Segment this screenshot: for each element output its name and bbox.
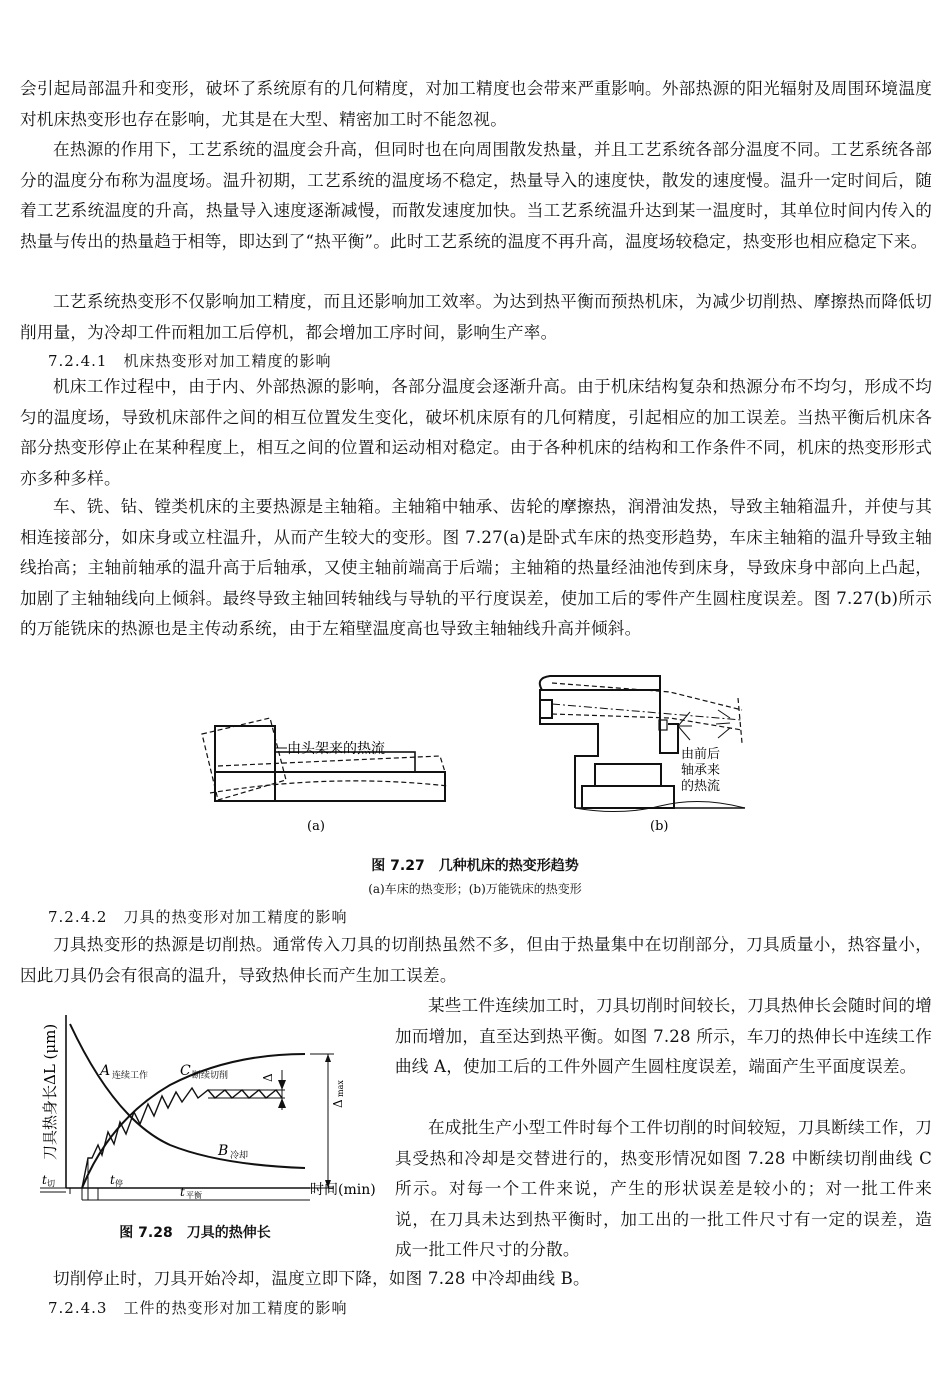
paragraph-4: 机床工作过程中，由于内、外部热源的影响，各部分温度会逐渐升高。由于机床结构复杂和热源分布不均匀，形成不均匀的温度场，导致机床部件之间的相互位置发生变化，破坏机床原有的几何精度，引起相应的加工误差。当热平衡后机床各部分热变形停止在某种程度上，相互之间的位置和运动相对稳定。由于各种机床的结构和工作条件不同，机床的热变形形式亦多种多样。 (20, 377, 932, 488)
section-heading-7-2-4-2: 7.2.4.2 刀具的热变形对加工精度的影响 (48, 908, 348, 926)
mill-heat-flow-label-1: 由前后 (681, 747, 721, 762)
paragraph-9: 切削停止时，刀具开始冷却，温度立即下降，如图 7.28 中冷却曲线 B。 (53, 1269, 590, 1288)
delta-label: Δ (261, 1073, 275, 1082)
curve-b-label: B (218, 1143, 229, 1159)
t-pingheng-label: t (180, 1185, 185, 1199)
lathe-deformed-outline (202, 718, 448, 800)
figure-7-27-caption: 图 7.27 几种机床的热变形趋势 (371, 858, 579, 874)
mill-heat-flow-label-2: 轴承来 (681, 763, 721, 778)
paragraph-7: 某些工件连续加工时，刀具切削时间较长，刀具热伸长会随时间的增加而增加，直至达到热平衡。如图 7.28 所示，车刀的热伸长中连续工作曲线 A，使加工后的工件外圆产生圆柱度误差，端面产生平面度误差。 (395, 996, 932, 1076)
lathe-bed (215, 772, 445, 801)
figure-7-28-caption: 图 7.28 刀具的热伸长 (119, 1225, 271, 1241)
lathe-diagram (202, 718, 448, 801)
paragraph-2: 在热源的作用下，工艺系统的温度会升高，但同时也在向周围散发热量，并且工艺系统各部分温度不同。工艺系统各部分的温度分布称为温度场。温升初期，工艺系统的温度场不稳定，热量导入的速度快，散发的速度慢。温升一定时间后，随着工艺系统温度的升高，热量导入速度逐渐减慢，而散发速度加快。当工艺系统温升达到某一温度时，其单位时间内传入的热量与传出的热量趋于相等，即达到了“热平衡”。此时工艺系统的温度不再升高，温度场较稳定，热变形也相应稳定下来。 (20, 140, 932, 251)
figure-7-28 (20, 1010, 390, 1215)
t-ting-label: t (110, 1173, 115, 1187)
curve-c-label: C (180, 1063, 191, 1079)
lathe-heat-flow-label: 由头架来的热流 (287, 741, 385, 757)
figure-7-27-subcaption: (a)车床的热变形；(b)万能铣床的热变形 (368, 882, 582, 896)
section-heading-7-2-4-1: 7.2.4.1 机床热变形对加工精度的影响 (48, 352, 332, 370)
t-qie-label: t (42, 1173, 47, 1187)
paragraph-1: 会引起局部温升和变形，破坏了系统原有的几何精度，对加工精度也会带来严重影响。外部热源的阳光辐射及周围环境温度对机床热变形也存在影响，尤其是在大型、精密加工时不能忽视。 (20, 79, 932, 129)
mill-knee (582, 786, 674, 808)
figure-7-27 (190, 668, 760, 848)
paragraph-5: 车、铣、钻、镗类机床的主要热源是主轴箱。主轴箱中轴承、齿轮的摩擦热，润滑油发热，导致主轴箱温升，并使与其相连接部分，如床身或立柱温升，从而产生较大的变形。图 7.27(a)是卧式车床的热变形趋势，车床主轴箱的温升导致主轴线抬高；主轴前轴承的温升高于后轴承，又使主轴前端高于后端；主轴箱的热量经油池传到床身，导致床身中部向上凸起，加剧了主轴轴线向上倾斜。最终导致主轴回转轴线与导轨的平行度误差，使加工后的零件产生圆柱度误差。图 7.27(b)所示的万能铣床的热源也是主传动系统，由于左箱壁温度高也导致主轴轴线升高并倾斜。 (20, 497, 932, 638)
paragraph-6: 刀具热变形的热源是切削热。通常传入刀具的切削热虽然不多，但由于热量集中在切削部分，刀具质量小，热容量小，因此刀具仍会有很高的温升，导致热伸长而产生加工误差。 (20, 935, 932, 985)
t-pingheng-sublabel: 平衡 (186, 1191, 202, 1200)
section-heading-7-2-4-3: 7.2.4.3 工件的热变形对加工精度的影响 (48, 1299, 348, 1317)
delta-arrow-bottom-icon (278, 1098, 286, 1108)
mill-heat-flow-label-3: 的热流 (681, 779, 721, 794)
delta-max-label: Δ (331, 1099, 345, 1108)
subfig-a-label: (a) (307, 819, 325, 834)
curve-c-sublabel: 断续切削 (192, 1071, 229, 1081)
mill-deformed-outline (552, 683, 742, 743)
delta-max-arrow-top-icon (325, 1054, 331, 1062)
y-axis-label: 刀具热身长ΔL (μm) (41, 1023, 59, 1160)
curve-a-label: A (100, 1063, 111, 1079)
delta-arrow-top-icon (278, 1080, 286, 1090)
paragraph-3: 工艺系统热变形不仅影响加工精度，而且还影响加工效率。为达到热平衡而预热机床，为减少切削热、摩擦热而降低切削用量，为冷却工件而粗加工后停机，都会增加工序时间，影响生产率。 (20, 292, 932, 342)
delta-max-sublabel: max (336, 1080, 345, 1097)
paragraph-8: 在成批生产小型工件时每个工件切削的时间较短，刀具断续工作，刀具受热和冷却是交替进行的，热变形情况如图 7.28 中断续切削曲线 C 所示。对每一个工件来说，产生的形状误差是较小的；对一批工件来说，在刀具未达到热平衡时，加工出的一批工件尺寸有一定的误差，造成一批工件尺寸的分散。 (395, 1118, 932, 1259)
subfig-b-label: (b) (650, 819, 669, 834)
mill-table (595, 764, 661, 786)
x-axis-label: 时间(min) (310, 1182, 376, 1198)
t-qie-sublabel: 切 (47, 1179, 55, 1188)
curve-b-sublabel: 冷却 (230, 1151, 249, 1161)
t-ting-sublabel: 停 (115, 1179, 123, 1188)
mill-column (540, 690, 678, 808)
curve-a-sublabel: 连续工作 (112, 1071, 149, 1081)
heat-arrows-icon (678, 710, 730, 740)
